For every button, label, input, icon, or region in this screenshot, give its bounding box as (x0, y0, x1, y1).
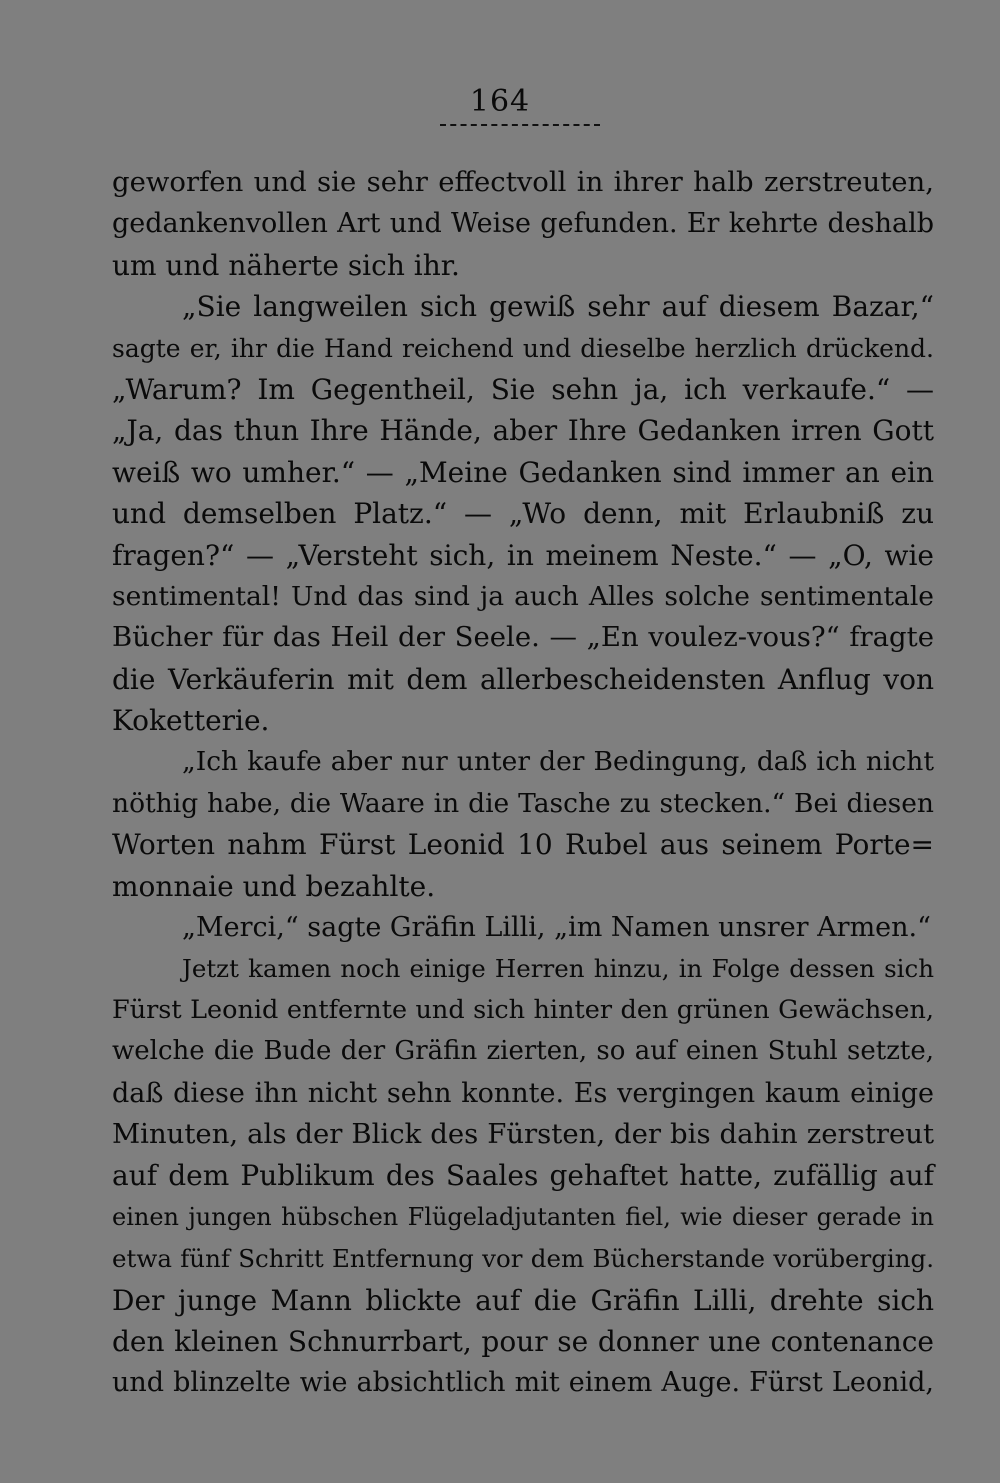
text-line: die Verkäuferin mit dem allerbescheidensten Anflug von (112, 662, 934, 696)
page-header (0, 84, 1000, 120)
text-line: etwa fünf Schritt Entfernung vor dem Bücherstande vorüberging. (112, 1244, 934, 1274)
text-line: fragen?“ — „Versteht sich, in meinem Neste.“ — „O, wie (112, 538, 934, 572)
text-line: gedankenvollen Art und Weise gefunden. Er kehrte deshalb (112, 208, 934, 240)
page-number: 164 (469, 84, 531, 119)
text-line: Worten nahm Fürst Leonid 10 Rubel aus seinem Porte= (112, 828, 934, 862)
text-line: Fürst Leonid entfernte und sich hinter den grünen Gewächsen, (112, 994, 934, 1025)
text-line: „Sie langweilen sich gewiß sehr auf diesem Bazar,“ (182, 290, 934, 324)
text-line: und demselben Platz.“ — „Wo denn, mit Erlaubniß zu (112, 497, 934, 531)
text-line: Der junge Mann blickte auf die Gräfin Lilli, drehte sich (112, 1283, 934, 1317)
text-line: monnaie und bezahlte. (112, 869, 436, 903)
text-line: sagte er, ihr die Hand reichend und dieselbe herzlich drückend. (112, 333, 934, 363)
text-line: und blinzelte wie absichtlich mit einem Auge. Fürst Leonid, (112, 1367, 934, 1399)
text-line: Minuten, als der Blick des Fürsten, der bis dahin zerstreut (112, 1117, 934, 1150)
text-line: „Ich kaufe aber nur unter der Bedingung, daß ich nicht (182, 746, 934, 778)
text-line: Jetzt kamen noch einige Herren hinzu, in Folge dessen sich (182, 954, 934, 984)
text-line: Bücher für das Heil der Seele. — „En voulez-vous?“ fragte (112, 621, 934, 654)
text-line: den kleinen Schnurrbart, pour se donner une contenance (112, 1324, 934, 1358)
text-line: welche die Bude der Gräfin zierten, so auf einen Stuhl setzte, (112, 1036, 934, 1067)
text-line: sentimental! Und das sind ja auch Alles solche sentimentale (112, 580, 934, 612)
body-text (112, 162, 934, 1404)
text-line: weiß wo umher.“ — „Meine Gedanken sind immer an ein (112, 455, 934, 489)
text-line: auf dem Publikum des Saales gehaftet hatte, zufällig auf (112, 1159, 934, 1193)
text-line: daß diese ihn nicht sehn konnte. Es vergingen kaum einige (112, 1077, 934, 1109)
text-line: „Ja, das thun Ihre Hände, aber Ihre Gedanken irren Gott (112, 414, 934, 448)
text-line: einen jungen hübschen Flügeladjutanten fiel, wie dieser gerade in (112, 1202, 934, 1231)
text-line: „Warum? Im Gegentheil, Sie sehn ja, ich verkaufe.“ — (112, 372, 934, 406)
text-line: Koketterie. (112, 704, 270, 738)
text-line: um und näherte sich ihr. (112, 248, 460, 282)
text-line: nöthig habe, die Waare in die Tasche zu stecken.“ Bei diesen (112, 787, 934, 819)
text-line: geworfen und sie sehr effectvoll in ihrer halb zerstreuten, (112, 166, 934, 198)
text-line: „Merci,“ sagte Gräfin Lilli, „im Namen unsrer Armen.“ (182, 912, 931, 944)
header-rule (440, 124, 600, 126)
